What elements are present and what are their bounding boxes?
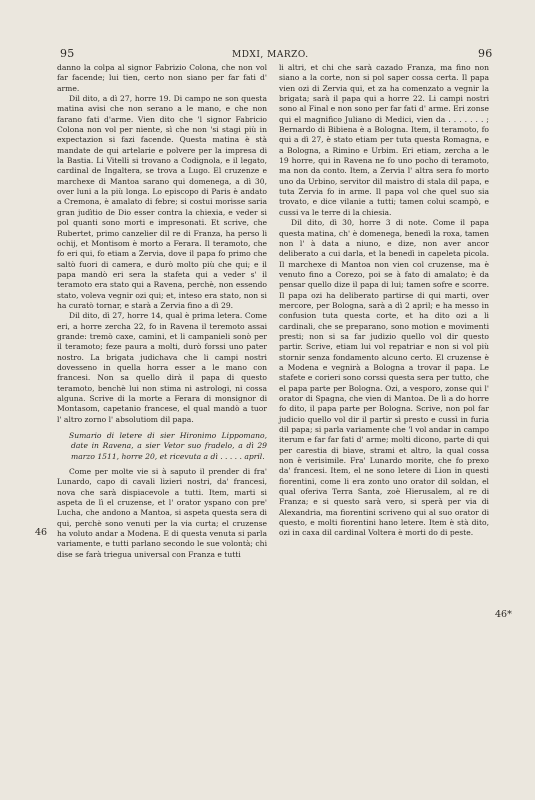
paragraph: Dil dito, dì 30, horre 3 di note. Come il papa questa matina, ch' è domenega, benedì la roxa, tamen non l' à data a niuno, e dize, non aver ancor deliberato a cui darla, et la benedì in capeleta picola. Il marchexe di Mantoa non vien col cruzense, ma è venuto fino a Corezo, poi se à fato di amalato; è da pensar quello dize il papa di lui; tamen sofre e scorre. Il papa ozi ha deliberato partirse di qui marti, over mercore, per Bologna, sarà a dì 2 april; e ha messo in confusion tuta questa corte, et ha dito ozi a li cardinali, che se preparano, sono motion e movimenti presti; non si sa far judizio quello vol dir questo partir. Scrive, etiam lui vol repatriar e non si vol più stornir senza fondamento alcuno certo. El cruzense è a Modena e vegnirà a Bologna a trovar il papa. Le stafete e corieri sono corssi questa sera per tutto, che el papa parte per Bologna. Ozi, a vesporo, zonse qui l' orator di Spagna, che vien di Mantoa. De lì a do horre fo dito, il papa parte per Bologna. Scrive, non pol far judicio quello vol dir il partir sì presto e cussì in furia dil papa; si parla variamente che 'l vol andar in campo iterum e far far fati d' arme; molti dicono, parte di qui per carestia di biave, strami et altro, la qual cossa non è verisimile. Fra' Lunardo morite, che fo prexo da' francesi. Item, el ne sono letere di Lion in questi fiorentini, come li era zonto uno orator dil soldan, el qual oferiva Terra Santa, zoè Hierusalem, al re di Franza; e si questo sarà vero, si sperà per via di Alexandria, ma fiorentini scriveno qui al suo orator di questo, e molti fiorentini hano letere. Item è stà dito, ozi in caxa dil cardinal Voltera è morti do di peste.: [279, 218, 489, 538]
running-title: MDXI, MARZO.: [232, 50, 309, 60]
page-number-right: 96: [478, 47, 493, 60]
page-number-left: 95: [60, 47, 75, 60]
paragraph: Dil dito, dì 27, horre 14, qual è prima letera. Come eri, a horre zercha 22, fo in Ravena il teremoto assai grande: tremò caxe, camini, et li campanieli sonò per il teramoto; feze paura a molti, durò forssi uno pater nostro. La brigata judichava che li campi nostri dovesseno in quella horra esser a le mano con francesi. Non sa quello dirà il papa di questo teramoto, benchè lui non stima ni astrologi, ni cossa alguna. Scrive di la morte a Ferara di monsignor di Montasom, capetanio francese, el qual mandò a tuor l' altro zorno l' absolutiom dil papa.: [57, 311, 267, 424]
right-column: [279, 63, 489, 539]
paragraph: Come per molte vie si à saputo il prender di fra' Lunardo, capo di cavali lizieri nostri, da' francesi, nova che sarà dispiacevole a tutti. Item, marti si aspeta de lì el cruzense, et l' orator yspano con pre' Lucha, che andono a Mantoa, si aspeta questa sera di qui, perchè sono venuti per la via curta; el cruzense ha voluto andar a Modena. E di questa venuta si parla variamente, e tutti parlano secondo le sue volontà; chi dise se farà triegua universal con Franza e tutti: [57, 467, 267, 559]
paragraph: li altri, et chi che sarà cazado Franza, ma fino non siano a la corte, non si pol saper cossa certa. Il papa vien ozi di Zervia qui, et za ha comenzato a vegnir la brigata; sarà il papa qui a horre 22. Li campi nostri sono al Final e non sono per far fati d' arme. Eri zonse qui el magnifico Juliano di Medici, vien da . . . . . . . ; Bernardo di Bibiena è a Bologna. Item, il teramoto, fo qui a dì 27, è stato etiam per tuta questa Romagna, e a Bologna, a Rimino e Urbim. Eri etiam, zercha a le 19 horre, qui in Ravena ne fo uno pocho di teramoto, ma non da conto. Item, a Zervia l' altra sera fo morto uno da Urbino, servitor dil maistro di stala dil papa, e tuta Zervia fo in arme. Il papa vol che quel suo sia trovato, e dice vilanie a tutti; tamen colui scampò, e cussi va le terre di la chiesia.: [279, 63, 489, 217]
letter-summary-heading: Sumario di letere di sier Hironimo Lippomano, date in Ravena, a sier Vetor suo fradelo, a dì 29 marzo 1511, horre 20, et ricevuta a dì . . . . . april.: [69, 431, 267, 461]
margin-number-left: 46: [35, 527, 48, 538]
left-column: [57, 63, 267, 560]
paragraph: danno la colpa al signor Fabrizio Colona, che non vol far facende; lui tien, certo non siano per far fati d' arme.: [57, 63, 267, 93]
margin-number-right: 46*: [495, 609, 512, 620]
paragraph: Dil dito, a dì 27, horre 19. Di campo ne son questa matina avisi che non serano a le mano, e che non farano fati d'arme. Vien dito che 'l signor Fabricio Colona non vol per niente, sì che non 'si stagi più in expectazion si fazi facende. Questa matina è stà mandate de qui artelarie e polvere per la impresa di la Bastia. Li Vitelli si trovano a Codignola, e il legato, cardinal de Ingaltera, se trova a Lugo. El cruzenze e marchexe di Mantoa sarano qui domenega, a dì 30, over luni a la più longa. Lo episcopo di Paris è andato a Cremona, è amalato di febre; si costui morisse saria gran judìtio de Dio esser contra la chiexia, e veder si pol quanti sono morti e impresonati. Et scrive, che Rubertet, primo canzelier dil re di Franza, ha perso li ochij, et Montisom è morto a Ferara. Il teramoto, che fo eri qui, fo etiam a Zervia, dove il papa fo primo che saltò fuori di camera, e durò molto più che qui; e il papa mandò eri sera la stafeta qui a veder s' il teramoto era stato qui a Ravena, perchè, non essendo stato, voleva vegnir ozi qui; et, inteso era stato, non si ha curatò tornar, e starà a Zervia fino a dì 29.: [57, 94, 267, 310]
